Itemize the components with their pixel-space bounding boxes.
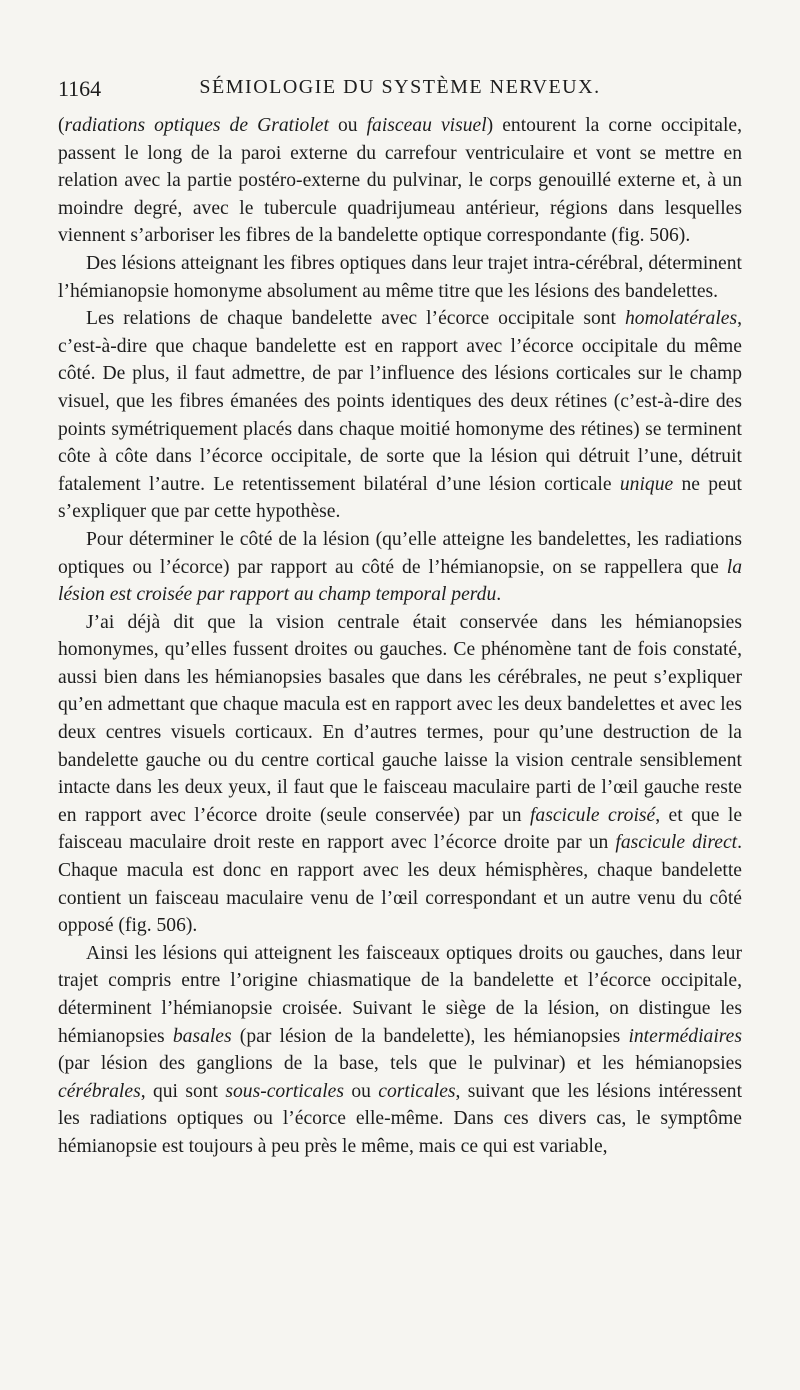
italic-text: basales xyxy=(172,1025,232,1047)
text-run: Les relations de chaque bandelette avec l’écorce occipitale sont xyxy=(86,308,625,330)
paragraph xyxy=(58,112,742,250)
italic-text: intermédiaires xyxy=(628,1025,742,1047)
paragraph xyxy=(58,609,742,940)
italic-text: radiations optiques de Gratiolet xyxy=(64,115,329,136)
page-header xyxy=(58,76,742,106)
text-run: J’ai déjà dit que la vision centrale était conservée dans les hémianopsies homonymes, qu’elles fussent droites ou gauches. Ce phénomène tant de fois constaté, aussi bien dans les hémianopsies basales que dans les cérébrales, ne peut s’expliquer qu’en admettant que chaque macula est en rapport avec les deux bandelettes et avec les deux centres visuels corticaux. En d’autres termes, pour qu’une destruction de la bandelette gauche ou du centre cortical gauche laisse la vision centrale sensiblement intacte dans les deux yeux, il faut que le faisceau maculaire parti de l’œil gauche reste en rapport avec l’écorce droite (seule conservée) par un xyxy=(58,611,742,826)
italic-text: homolatérales xyxy=(624,308,738,330)
italic-text: fascicule croisé xyxy=(529,804,656,826)
text-run: , c’est-à-dire que chaque bandelette est en rapport avec l’écorce occipitale du même côté. De plus, il faut admettre, de par l’influence des lésions corticales sur le champ visuel, que les fibres émanées des points identiques des deux rétines (c’est-à-dire des points symétriquement placés dans chaque moitié homonyme des rétines) se terminent côte à côte dans l’écorce occipitale, de sorte que la lésion qui détruit l’une, détruit fatalement l’autre. Le retentissement bilatéral d’une lésion corticale xyxy=(58,308,742,495)
italic-text: faisceau visuel xyxy=(366,115,487,136)
italic-text: cérébrales xyxy=(58,1080,141,1102)
text-run: ) entourent la corne occipitale, passent le long de la paroi externe du carrefour ventriculaire et vont se mettre en relation avec la partie postéro-externe du pulvinar, le corps genouillé externe et, à un moindre degré, avec le tubercule quadrijumeau antérieur, régions dans lesquelles viennent s’arboriser les fibres de la bandelette optique correspondante (fig. 506). xyxy=(58,115,743,247)
paragraph xyxy=(58,940,742,1161)
italic-text: fascicule direct xyxy=(615,832,738,854)
paragraph xyxy=(58,526,742,609)
page-number: 1164 xyxy=(58,76,102,101)
text-run: , qui sont xyxy=(140,1080,226,1102)
text-run: . xyxy=(496,584,502,606)
text-run: Pour déterminer le côté de la lésion (qu’elle atteigne les bandelettes, les radiations optiques ou l’écorce) par rapport au côté de l’hémianopsie, on se rappellera que xyxy=(58,528,742,578)
text-run: Ainsi les lésions qui atteignent les faisceaux optiques droits ou gauches, dans leur trajet compris entre l’origine chiasmatique de la bandelette et l’écorce occipitale, déterminent l’hémianopsie croisée. Suivant le siège de la lésion, on distingue les hémianopsies xyxy=(58,942,742,1047)
text-run: ou xyxy=(343,1080,379,1102)
text-run: , et que le faisceau maculaire droit reste en rapport avec l’écorce droite par un xyxy=(58,804,743,854)
text-run: ou xyxy=(328,115,367,136)
paragraph xyxy=(58,250,742,305)
text-run: , suivant que les lésions intéressent les radiations optiques ou l’écorce elle-même. Dans ces divers cas, le symptôme hémianopsie est toujours à peu près le même, mais ce qui est variable, xyxy=(58,1080,743,1157)
italic-text: unique xyxy=(619,473,674,495)
italic-text: la lésion est croisée par rapport au champ temporal perdu xyxy=(58,556,742,606)
text-run: . Chaque macula est donc en rapport avec les deux hémisphères, chaque bandelette contient un faisceau maculaire venu de l’œil correspondant et un autre venu du côté opposé (fig. 506). xyxy=(58,832,742,937)
text-run: ne peut s’expliquer que par cette hypothèse. xyxy=(58,473,742,523)
body-text xyxy=(58,112,742,1161)
paragraph xyxy=(58,305,742,526)
text-run: (par lésion des ganglions de la base, tels que le pulvinar) et les hémianopsies xyxy=(58,1053,742,1075)
text-run: Des lésions atteignant les fibres optiques dans leur trajet intra-cérébral, déterminent l’hémianopsie homonyme absolument au même titre que les lésions des bandelettes. xyxy=(58,252,742,302)
text-run: (par lésion de la bandelette), les hémianopsies xyxy=(231,1025,629,1047)
italic-text: corticales xyxy=(378,1080,456,1102)
running-title: SÉMIOLOGIE DU SYSTÈME NERVEUX. xyxy=(199,76,601,98)
text-run: ( xyxy=(58,115,65,136)
italic-text: sous-corticales xyxy=(225,1080,344,1102)
